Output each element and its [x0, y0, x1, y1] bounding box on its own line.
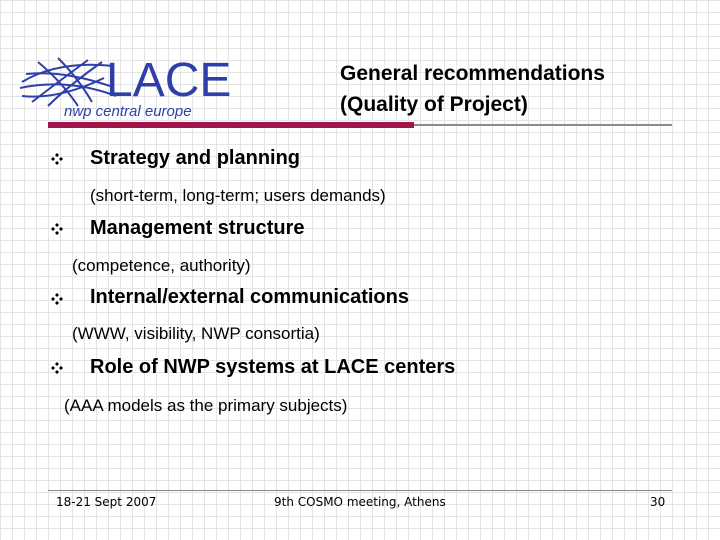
bullet-heading-strategy: Strategy and planning [90, 147, 301, 169]
bullet-detail-communications: (WWW, visibility, NWP consortia) [72, 324, 320, 343]
footer-page-number: 30 [650, 495, 666, 509]
four-diamond-bullet-icon [50, 222, 64, 236]
title-line-2: (Quality of Project) [340, 93, 528, 116]
slide-title [340, 58, 700, 120]
title-underline-accent [48, 122, 414, 128]
title-underline [414, 124, 672, 126]
bullet-detail-management: (competence, authority) [72, 256, 251, 275]
lace-logo [18, 52, 243, 127]
title-line-1: General recommendations [340, 62, 605, 85]
footer-date: 18-21 Sept 2007 [56, 495, 157, 509]
bullet-heading-management: Management structure [90, 217, 305, 239]
footer-rule [48, 490, 672, 491]
logo-tagline: nwp central europe [64, 103, 192, 120]
bullet-heading-communications: Internal/external communications [90, 286, 409, 308]
globe-lines-icon [20, 58, 116, 106]
bullet-heading-nwp-systems: Role of NWP systems at LACE centers [90, 356, 456, 378]
four-diamond-bullet-icon [50, 292, 64, 306]
four-diamond-bullet-icon [50, 152, 64, 166]
footer-event: 9th COSMO meeting, Athens [274, 495, 446, 509]
bullet-detail-strategy: (short-term, long-term; users demands) [90, 186, 386, 205]
logo-text: LACE [106, 54, 232, 107]
bullet-detail-nwp-systems: (AAA models as the primary subjects) [64, 396, 348, 415]
four-diamond-bullet-icon [50, 361, 64, 375]
